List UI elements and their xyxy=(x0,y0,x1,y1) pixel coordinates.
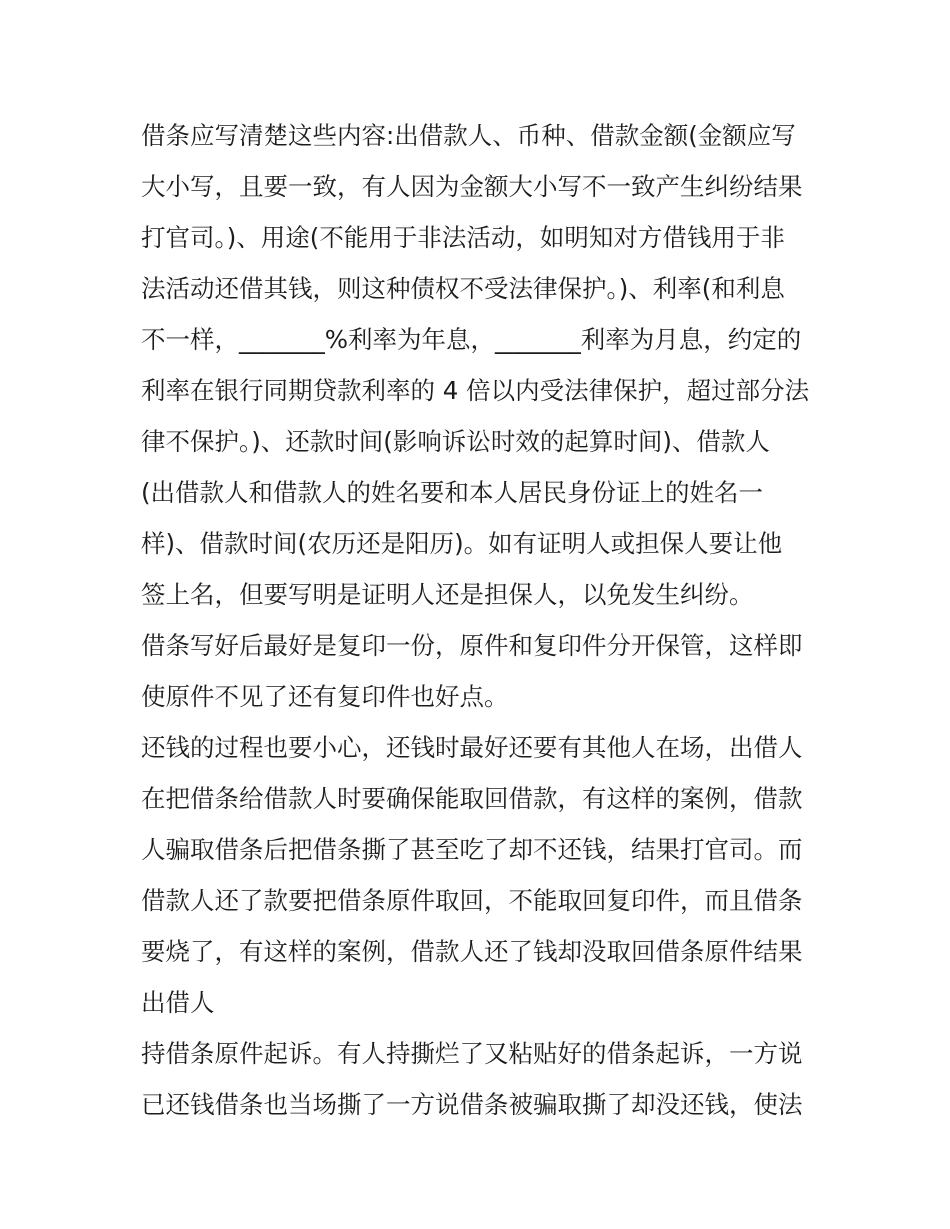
text-line: 法活动还借其钱，则这种债权不受法律保护。)、利率(和利息 xyxy=(141,274,785,303)
text-line: 人骗取借条后把借条撕了甚至吃了却不还钱，结果打官司。而 xyxy=(141,835,803,864)
text-line: 在把借条给借款人时要确保能取回借款，有这样的案例，借款 xyxy=(141,784,803,813)
text-line: (出借款人和借款人的姓名要和本人居民身份证上的姓名一 xyxy=(141,478,764,507)
text-line: 已还钱借条也当场撕了一方说借条被骗取撕了却没还钱，使法 xyxy=(141,1090,803,1119)
text-line: 律不保护。)、还款时间(影响诉讼时效的起算时间)、借款人 xyxy=(141,427,770,456)
text-line: 要烧了，有这样的案例，借款人还了钱却没取回借条原件结果 xyxy=(141,937,803,966)
text-line: 借款人还了款要把借条原件取回，不能取回复印件，而且借条 xyxy=(141,886,803,915)
text-line: 签上名，但要写明是证明人还是担保人，以免发生纠纷。 xyxy=(141,580,754,609)
text-line: 打官司。)、用途(不能用于非法活动，如明知对方借钱用于非 xyxy=(141,223,785,252)
text-line: 出借人 xyxy=(141,988,215,1017)
text-line: 利率在银行同期贷款利率的 4 倍以内受法律保护，超过部分法 xyxy=(141,376,810,405)
text-line: 样)、借款时间(农历还是阳历)。如有证明人或担保人要让他 xyxy=(141,529,783,558)
text-line: 持借条原件起诉。有人持撕烂了又粘贴好的借条起诉，一方说 xyxy=(141,1039,803,1068)
text-line: 借条写好后最好是复印一份，原件和复印件分开保管，这样即 xyxy=(141,631,803,660)
text-line: 使原件不见了还有复印件也好点。 xyxy=(141,682,509,711)
document-body xyxy=(141,110,841,1130)
text-line: 不一样，_______%利率为年息，_______利率为月息，约定的 xyxy=(141,325,802,354)
text-line: 大小写，且要一致，有人因为金额大小写不一致产生纠纷结果 xyxy=(141,172,803,201)
text-line: 还钱的过程也要小心，还钱时最好还要有其他人在场，出借人 xyxy=(141,733,803,762)
text-line: 借条应写清楚这些内容:出借款人、币种、借款金额(金额应写 xyxy=(141,121,796,150)
